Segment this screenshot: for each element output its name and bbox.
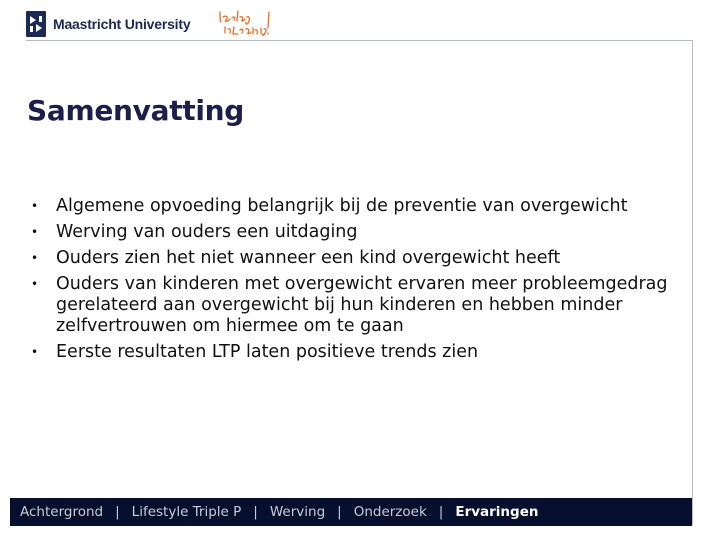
bullet-text: Ouders van kinderen met overgewicht ervaren meer probleemgedrag gerelateerd aan overgewicht bij hun kinderen en hebben minder zelfvertrouwen om hiermee om te gaan <box>56 274 668 336</box>
tagline-script <box>217 8 279 38</box>
bullet-dot-icon: • <box>31 277 39 291</box>
bullet-item <box>27 222 687 243</box>
bullet-text: Eerste resultaten LTP laten positieve trends zien <box>56 342 479 362</box>
bullet-item <box>27 196 687 217</box>
university-logo <box>26 10 190 38</box>
nav-item-onderzoek[interactable]: Onderzoek <box>353 504 427 520</box>
footer-nav-bar <box>10 498 692 526</box>
nav-separator: | <box>337 504 342 520</box>
bullet-dot-icon: • <box>31 199 39 213</box>
bullet-item <box>27 274 687 337</box>
bullet-dot-icon: • <box>31 345 39 359</box>
bullet-item <box>27 248 687 269</box>
bullet-dot-icon: • <box>31 251 39 265</box>
bullet-dot-icon: • <box>31 225 39 239</box>
nav-separator: | <box>438 504 444 520</box>
bullet-text: Algemene opvoeding belangrijk bij de preventie van overgewicht <box>56 196 628 216</box>
slide-title: Samenvatting <box>27 94 245 127</box>
nav-separator: | <box>253 504 258 520</box>
nav-item-ervaringen[interactable]: Ervaringen <box>455 504 539 520</box>
bullet-text: Ouders zien het niet wanneer een kind overgewicht heeft <box>56 248 561 268</box>
nav-item-lifestyle-triple-p[interactable]: Lifestyle Triple P <box>131 504 242 520</box>
bullet-item <box>27 342 687 363</box>
bullet-list <box>27 196 687 368</box>
header-divider <box>26 40 692 41</box>
bullet-text: Werving van ouders een uitdaging <box>56 222 358 242</box>
university-name: Maastricht University <box>53 16 191 32</box>
university-emblem-icon <box>26 11 46 37</box>
nav-item-achtergrond[interactable]: Achtergrond <box>20 504 104 520</box>
nav-separator: | <box>115 504 120 520</box>
nav-item-werving[interactable]: Werving <box>269 504 326 520</box>
right-border-line <box>692 40 693 525</box>
